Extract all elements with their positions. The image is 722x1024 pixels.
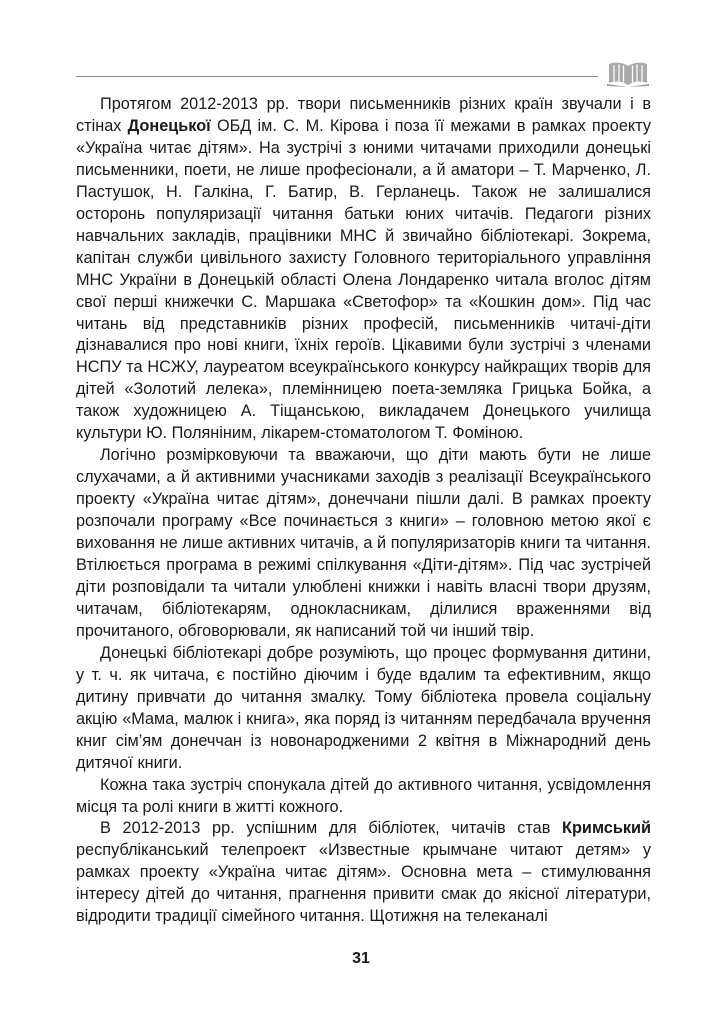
text-run: В 2012-2013 рр. успішним для бібліотек, читачів став bbox=[100, 819, 563, 838]
page-number: 31 bbox=[352, 950, 370, 967]
text-run: Донецькі бібліотекарі добре розуміють, що процес формування дитини, у т. ч. як читача, є постійно діючим і буде вдалим та ефективним, якщо дитину привчати до читання змалку. Тому бібліотека провела соціальну акцію «Мама, малюк і книга», яка поряд із читанням передбачала вручення книг сім’ям донеччан із новонародженими 2 квітня в Міжнародний день дитячої книги. bbox=[76, 643, 651, 772]
paragraph bbox=[76, 818, 651, 928]
paragraph bbox=[76, 643, 651, 775]
text-run: ОБД ім. С. М. Кірова і поза її межами в рамках проекту «Україна читає дітям». На зустрічі з юними читачами приходили донецькі письменники, поети, не лише професіонали, а й аматори – Т. Марченко, Л. Пастушок, Н. Галкіна, Г. Батир, В. Герланець. Також не залишалися осторонь популяризації читання батьки юних читачів. Педагоги різних навчальних закладів, працівники МНС й звичайно бібліотекарі. Зокрема, капітан служби цивільного захисту Головного територіального управління МНС України в Донецькій області Олена Лондаренко читала вголос дітям свої перші книжечки С. Маршака «Светофор» та «Кошкин дом». Під час читань від представників різних професій, письменників читачі-діти дізнавалися про нові книги, їхніх героїв. Цікавими були зустрічі з членами НСПУ та НСЖУ, лауреатом всеукраїнського конкурсу найкращих творів для дітей «Золотий лелека», племінницею поета-земляка Грицька Бойка, а також художницею А. Тіщанською, викладачем Донецького училища культури Ю. Поляніним, лікарем-стоматологом Т. Фоміною. bbox=[76, 116, 651, 443]
text-run: Протягом 2012-2013 рр. твори письменників різних країн звучали і в стінах bbox=[76, 95, 651, 135]
open-book-icon bbox=[607, 61, 649, 87]
body-text bbox=[76, 94, 651, 928]
header-rule bbox=[76, 76, 598, 77]
text-run: Кожна така зустріч спонукала дітей до активного читання, усвідомлення місця та ролі книги в житті кожного. bbox=[76, 775, 651, 816]
text-run: республіканський телепроект «Известные крымчане читают детям» у рамках проекту «Україна читає дітям». Основна мета – стимулювання інтересу дітей до читання, прагнення привити смак до якісної літератури, відродити традиції сімейного читання. Щотижня на телеканалі bbox=[76, 841, 651, 926]
text-run: Логічно розмірковуючи та вважаючи, що діти мають бути не лише слухачами, а й активними учасниками заходів з реалізації Всеукраїнського проекту «Україна читає дітям», донеччани пішли далі. В рамках проекту розпочали програму «Все починається з книги» – головною метою якої є виховання не лише активних читачів, а й популяризаторів книги та читання. Втілюється програма в режимі спілкування «Діти-дітям». Під час зустрічей діти розповідали та читали улюблені книжки і навіть власні твори друзям, читачам, бібліотекарям, однокласникам, ділилися враженнями від прочитаного, обговорювали, як написаний той чи інший твір. bbox=[76, 446, 651, 640]
paragraph bbox=[76, 445, 651, 643]
bold-term: Донецької bbox=[127, 116, 211, 135]
bold-term: Кримський bbox=[562, 819, 651, 838]
paragraph bbox=[76, 94, 651, 445]
paragraph bbox=[76, 775, 651, 819]
